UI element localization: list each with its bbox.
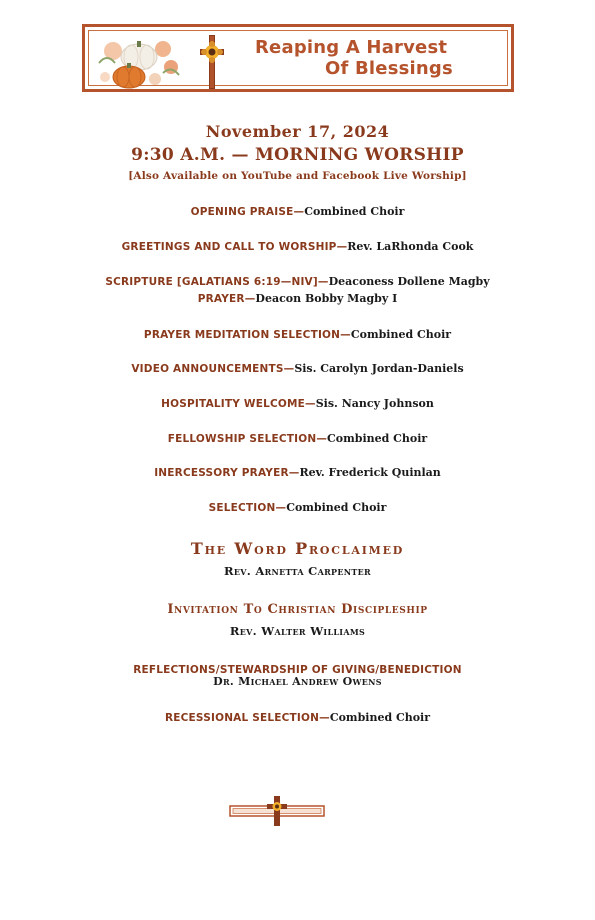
order-item-scripture [0,274,595,290]
order-item-label: GREETINGS AND CALL TO WORSHIP— [121,241,348,253]
order-item-value: Combined Choir [304,205,405,218]
order-item-label: RECESSIONAL SELECTION— [164,712,330,724]
order-item-label: FELLOWSHIP SELECTION— [167,433,328,445]
order-item-fellowship-selection [0,431,595,447]
banner-inner-frame [88,30,508,86]
order-item-label: VIDEO ANNOUNCEMENTS— [131,363,295,375]
reflections-speaker: Dr. Michael Andrew Owens [213,675,382,688]
order-item-value: Sis. Carolyn Jordan-Daniels [294,362,464,375]
order-item-label: SELECTION— [208,502,287,514]
order-item-value: Deacon Bobby Magby I [255,292,398,305]
order-item-prayer [0,291,595,307]
order-item-label: PRAYER— [197,293,256,305]
service-time-title: 9:30 A.M. — MORNING WORSHIP [131,145,464,165]
order-item-greetings [0,239,595,255]
order-item-label: INERCESSORY PRAYER— [154,467,300,479]
order-item-value: Rev. Frederick Quinlan [299,466,441,479]
order-item-intercessory-prayer [0,465,595,481]
cross-ornament-icon [228,794,326,828]
order-item-label: HOSPITALITY WELCOME— [161,398,316,410]
order-item-label: OPENING PRAISE— [190,206,305,218]
order-item-prayer-meditation [0,327,595,343]
order-item-label: PRAYER MEDITATION SELECTION— [143,329,351,341]
order-item-value: Combined Choir [350,328,452,341]
order-item-value: Combined Choir [286,501,387,514]
order-item-recessional [0,710,595,726]
reflections-title: REFLECTIONS/STEWARDSHIP OF GIVING/BENEDICTION [133,664,462,676]
order-item-value: Rev. LaRhonda Cook [347,240,474,253]
pumpkin-bouquet-icon [93,33,185,91]
service-date: November 17, 2024 [205,122,390,141]
banner-title [239,37,501,79]
banner-title-line1: Reaping A Harvest [255,37,448,58]
order-item-opening-praise [0,204,595,220]
order-item-value: Sis. Nancy Johnson [315,397,434,410]
order-item-selection [0,500,595,516]
order-item-value: Combined Choir [329,711,431,724]
order-item-value: Deaconess Dollene Magby [328,275,490,288]
invitation-title: Invitation To Christian Discipleship [167,602,428,617]
banner-title-line2: Of Blessings [325,58,453,79]
order-item-video-announcements [0,361,595,377]
sermon-title: The Word Proclaimed [190,539,405,558]
order-item-value: Combined Choir [327,432,428,445]
sunflower-cross-icon [197,33,227,91]
order-item-label: SCRIPTURE [GALATIANS 6:19—NIV]— [105,276,329,288]
invitation-speaker: Rev. Walter Williams [229,624,366,638]
streaming-note: [Also Available on YouTube and Facebook Live Worship] [128,170,467,182]
header-banner [82,24,514,92]
sermon-speaker: Rev. Arnetta Carpenter [224,564,371,578]
order-item-hospitality-welcome [0,396,595,412]
